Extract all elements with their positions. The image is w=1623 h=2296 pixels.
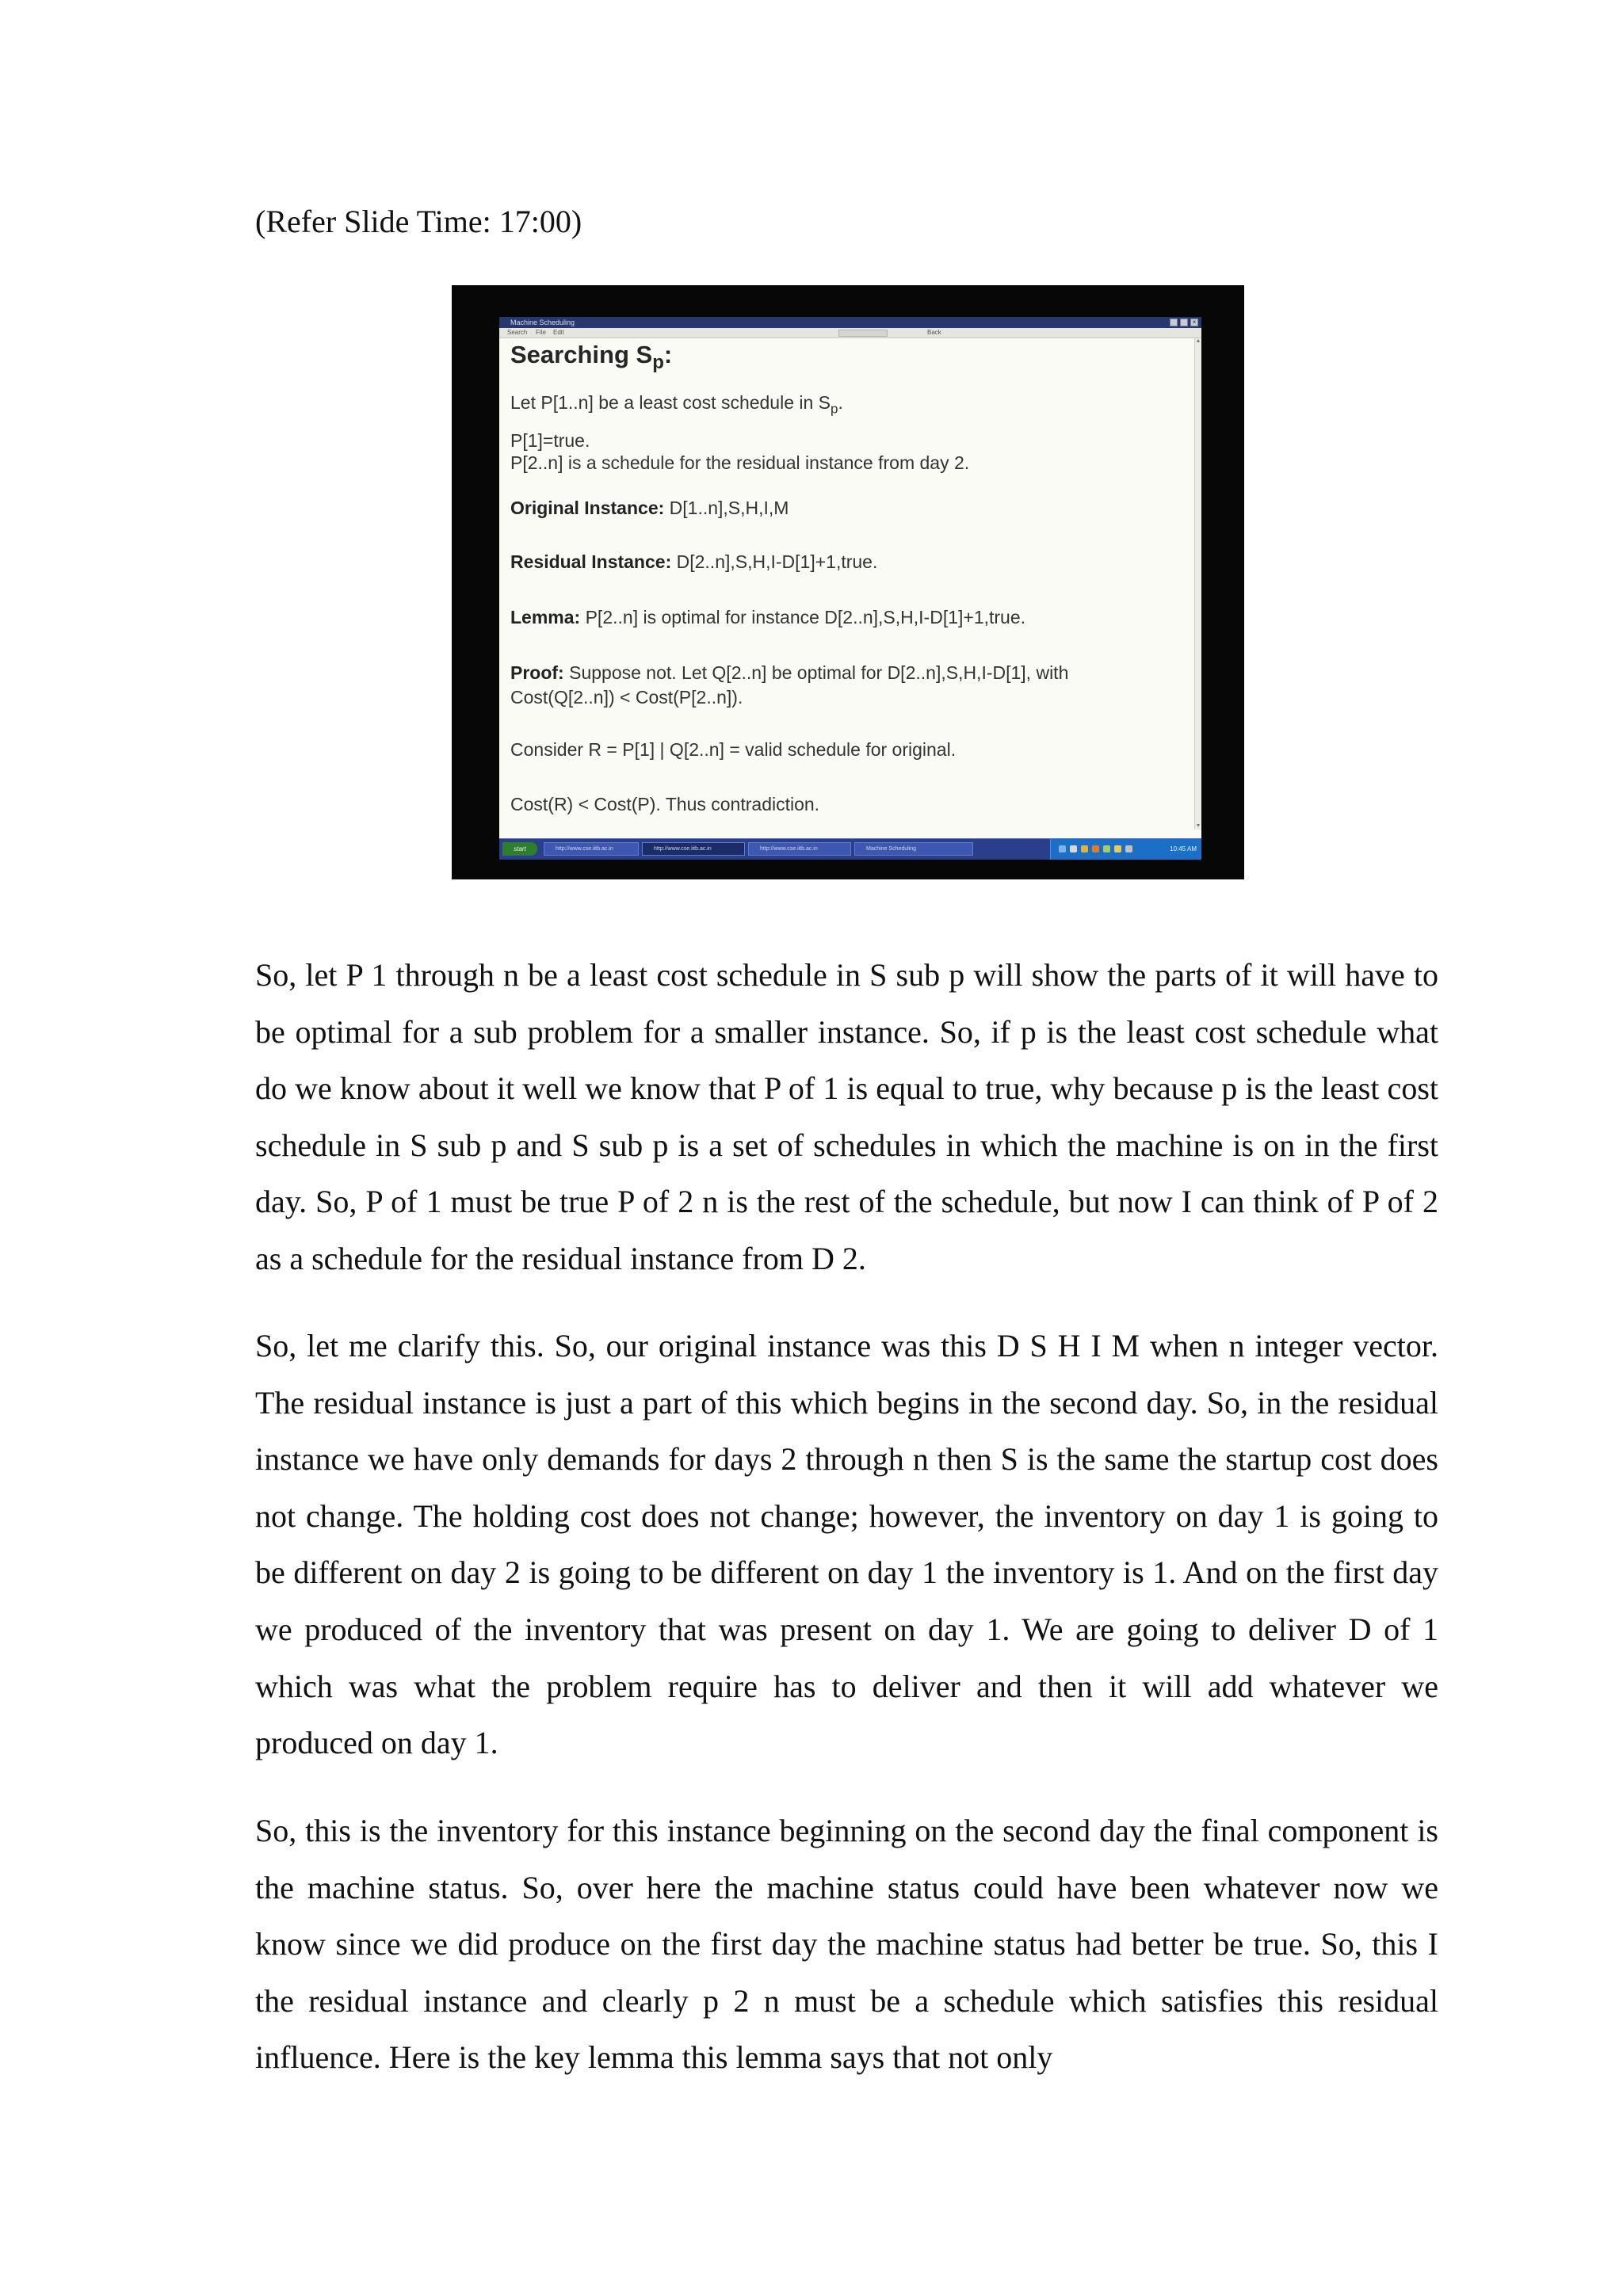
tray-icon[interactable]	[1092, 845, 1099, 852]
slide-line-lemma	[510, 607, 1025, 628]
minimize-icon[interactable]	[1170, 318, 1178, 326]
window-title: Machine Scheduling	[510, 318, 575, 326]
tray-icon[interactable]	[1103, 845, 1110, 852]
scroll-up-icon[interactable]: ▲	[1195, 338, 1201, 344]
line-let-main: Let P[1..n] be a least cost schedule in S	[510, 392, 831, 413]
refer-slide-time: (Refer Slide Time: 17:00)	[255, 204, 582, 239]
residual-label: Residual Instance:	[510, 551, 672, 572]
close-icon[interactable]: ×	[1190, 318, 1198, 326]
line-let-subscript: p	[831, 401, 838, 417]
taskbar-item[interactable]: http://www.cse.iitb.ac.in	[642, 842, 745, 856]
proof-label: Proof:	[510, 662, 564, 683]
tray-clock: 10:45 AM	[1170, 845, 1197, 852]
slide-line-consider: Consider R = P[1] | Q[2..n] = valid schedule for original.	[510, 739, 957, 760]
tray-icon[interactable]	[1059, 845, 1066, 852]
window-scrollbar[interactable]	[1194, 338, 1201, 830]
body-paragraph-1: So, let P 1 through n be a least cost schedule in S sub p will show the parts of it will have to be optimal for a sub problem for a smaller instance. So, if p is the least cost schedule what do we know about it well we know that P of 1 is equal to true, why because p is the least cost schedule in S sub p and S sub p is a set of schedules in which the machine is on in the first day. So, P of 1 must be true P of 2 n is the rest of the schedule, but now I can think of P of 2 as a schedule for the residual instance from D 2.	[255, 957, 1438, 1276]
slide-line-p2n: P[2..n] is a schedule for the residual instance from day 2.	[510, 452, 970, 473]
heading-main: Searching S	[510, 341, 653, 368]
toolbar-box[interactable]	[838, 330, 888, 337]
maximize-icon[interactable]	[1180, 318, 1188, 326]
menu-item-search[interactable]: Search	[507, 329, 528, 336]
tray-icon[interactable]	[1114, 845, 1121, 852]
back-button[interactable]: Back	[927, 329, 941, 336]
slide-window	[499, 317, 1201, 860]
tray-icon[interactable]	[1081, 845, 1088, 852]
body-paragraph-3: So, this is the inventory for this instance beginning on the second day the final component is the machine status. So, over here the machine status could have been whatever now we know since we did produce on the first day the machine status had better be true. So, this I the residual instance and clearly p 2 n must be a schedule which satisfies this residual influence. Here is the key lemma this lemma says that not only	[255, 1813, 1438, 2076]
taskbar-item[interactable]: http://www.cse.iitb.ac.in	[544, 842, 639, 856]
window-menubar	[499, 328, 1201, 338]
taskbar-item[interactable]: Machine Scheduling	[854, 842, 973, 856]
tray-icon[interactable]	[1070, 845, 1077, 852]
taskbar-item[interactable]: http://www.cse.iitb.ac.in	[748, 842, 851, 856]
original-label: Original Instance:	[510, 498, 665, 518]
slide-line-proof	[510, 662, 1068, 684]
menu-item-file[interactable]: File	[536, 329, 546, 336]
heading-tail: :	[663, 341, 673, 368]
lemma-label: Lemma:	[510, 607, 581, 627]
original-value: D[1..n],S,H,I,M	[664, 498, 789, 518]
system-tray	[1050, 839, 1201, 860]
lemma-value: P[2..n] is optimal for instance D[2..n],S,H,I-D[1]+1,true.	[580, 607, 1026, 627]
slide-heading	[510, 341, 672, 374]
tray-icon[interactable]	[1125, 845, 1132, 852]
slide-line-proof-2: Cost(Q[2..n]) < Cost(P[2..n]).	[510, 687, 743, 707]
slide-line-residual	[510, 551, 877, 573]
start-button[interactable]: start	[502, 842, 537, 856]
scroll-down-icon[interactable]: ▼	[1195, 823, 1201, 829]
window-titlebar	[499, 317, 1201, 328]
slide-image	[452, 285, 1244, 879]
slide-line-original	[510, 498, 789, 519]
line-let-tail: .	[838, 392, 843, 413]
proof-value: Suppose not. Let Q[2..n] be optimal for D[2..n],S,H,I-D[1], with	[563, 662, 1069, 683]
slide-line-p1: P[1]=true.	[510, 430, 590, 451]
slide-line-let	[510, 392, 843, 418]
heading-subscript: p	[652, 352, 664, 374]
residual-value: D[2..n],S,H,I-D[1]+1,true.	[671, 551, 878, 572]
slide-line-cost: Cost(R) < Cost(P). Thus contradiction.	[510, 794, 820, 814]
taskbar	[499, 838, 1201, 860]
body-paragraph-2: So, let me clarify this. So, our original instance was this D S H I M when n integer vector. The residual instance is just a part of this which begins in the second day. So, in the residual instance we have only demands for days 2 through n then S is the same the startup cost does not change. The holding cost does not change; however, the inventory on day 1 is going to be different on day 2 is going to be different on day 1 the inventory is 1. And on the first day we produced of the inventory that was present on day 1. We are going to deliver D of 1 which was what the problem require has to deliver and then it will add whatever we produced on day 1.	[255, 1328, 1438, 1761]
window-controls	[1170, 318, 1198, 326]
menu-item-edit[interactable]: Edit	[553, 329, 564, 336]
